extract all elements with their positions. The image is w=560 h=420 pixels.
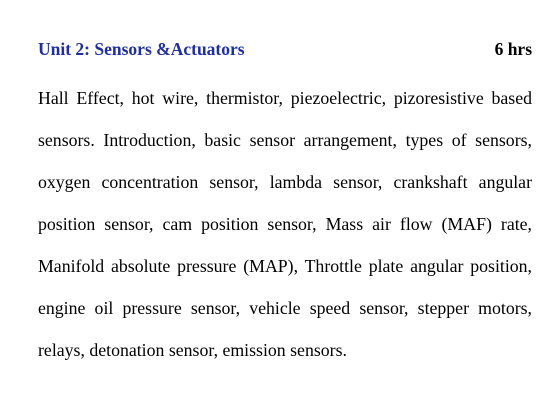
unit-heading xyxy=(38,38,532,60)
unit-hours: 6 hrs xyxy=(494,39,532,59)
unit-description: Hall Effect, hot wire, thermistor, piezoelectric, pizoresistive based sensors. Introduction, basic sensor arrangement, types of sensors, oxygen concentration sensor, lambda sensor, crankshaft angular position sensor, cam position sensor, Mass air flow (MAF) rate, Manifold absolute pressure (MAP), Throttle plate angular position, engine oil pressure sensor, vehicle speed sensor, stepper motors, relays, detonation sensor, emission sensors. xyxy=(38,88,532,360)
document-page xyxy=(38,38,532,389)
unit-title: Unit 2: Sensors &Actuators xyxy=(38,39,245,59)
